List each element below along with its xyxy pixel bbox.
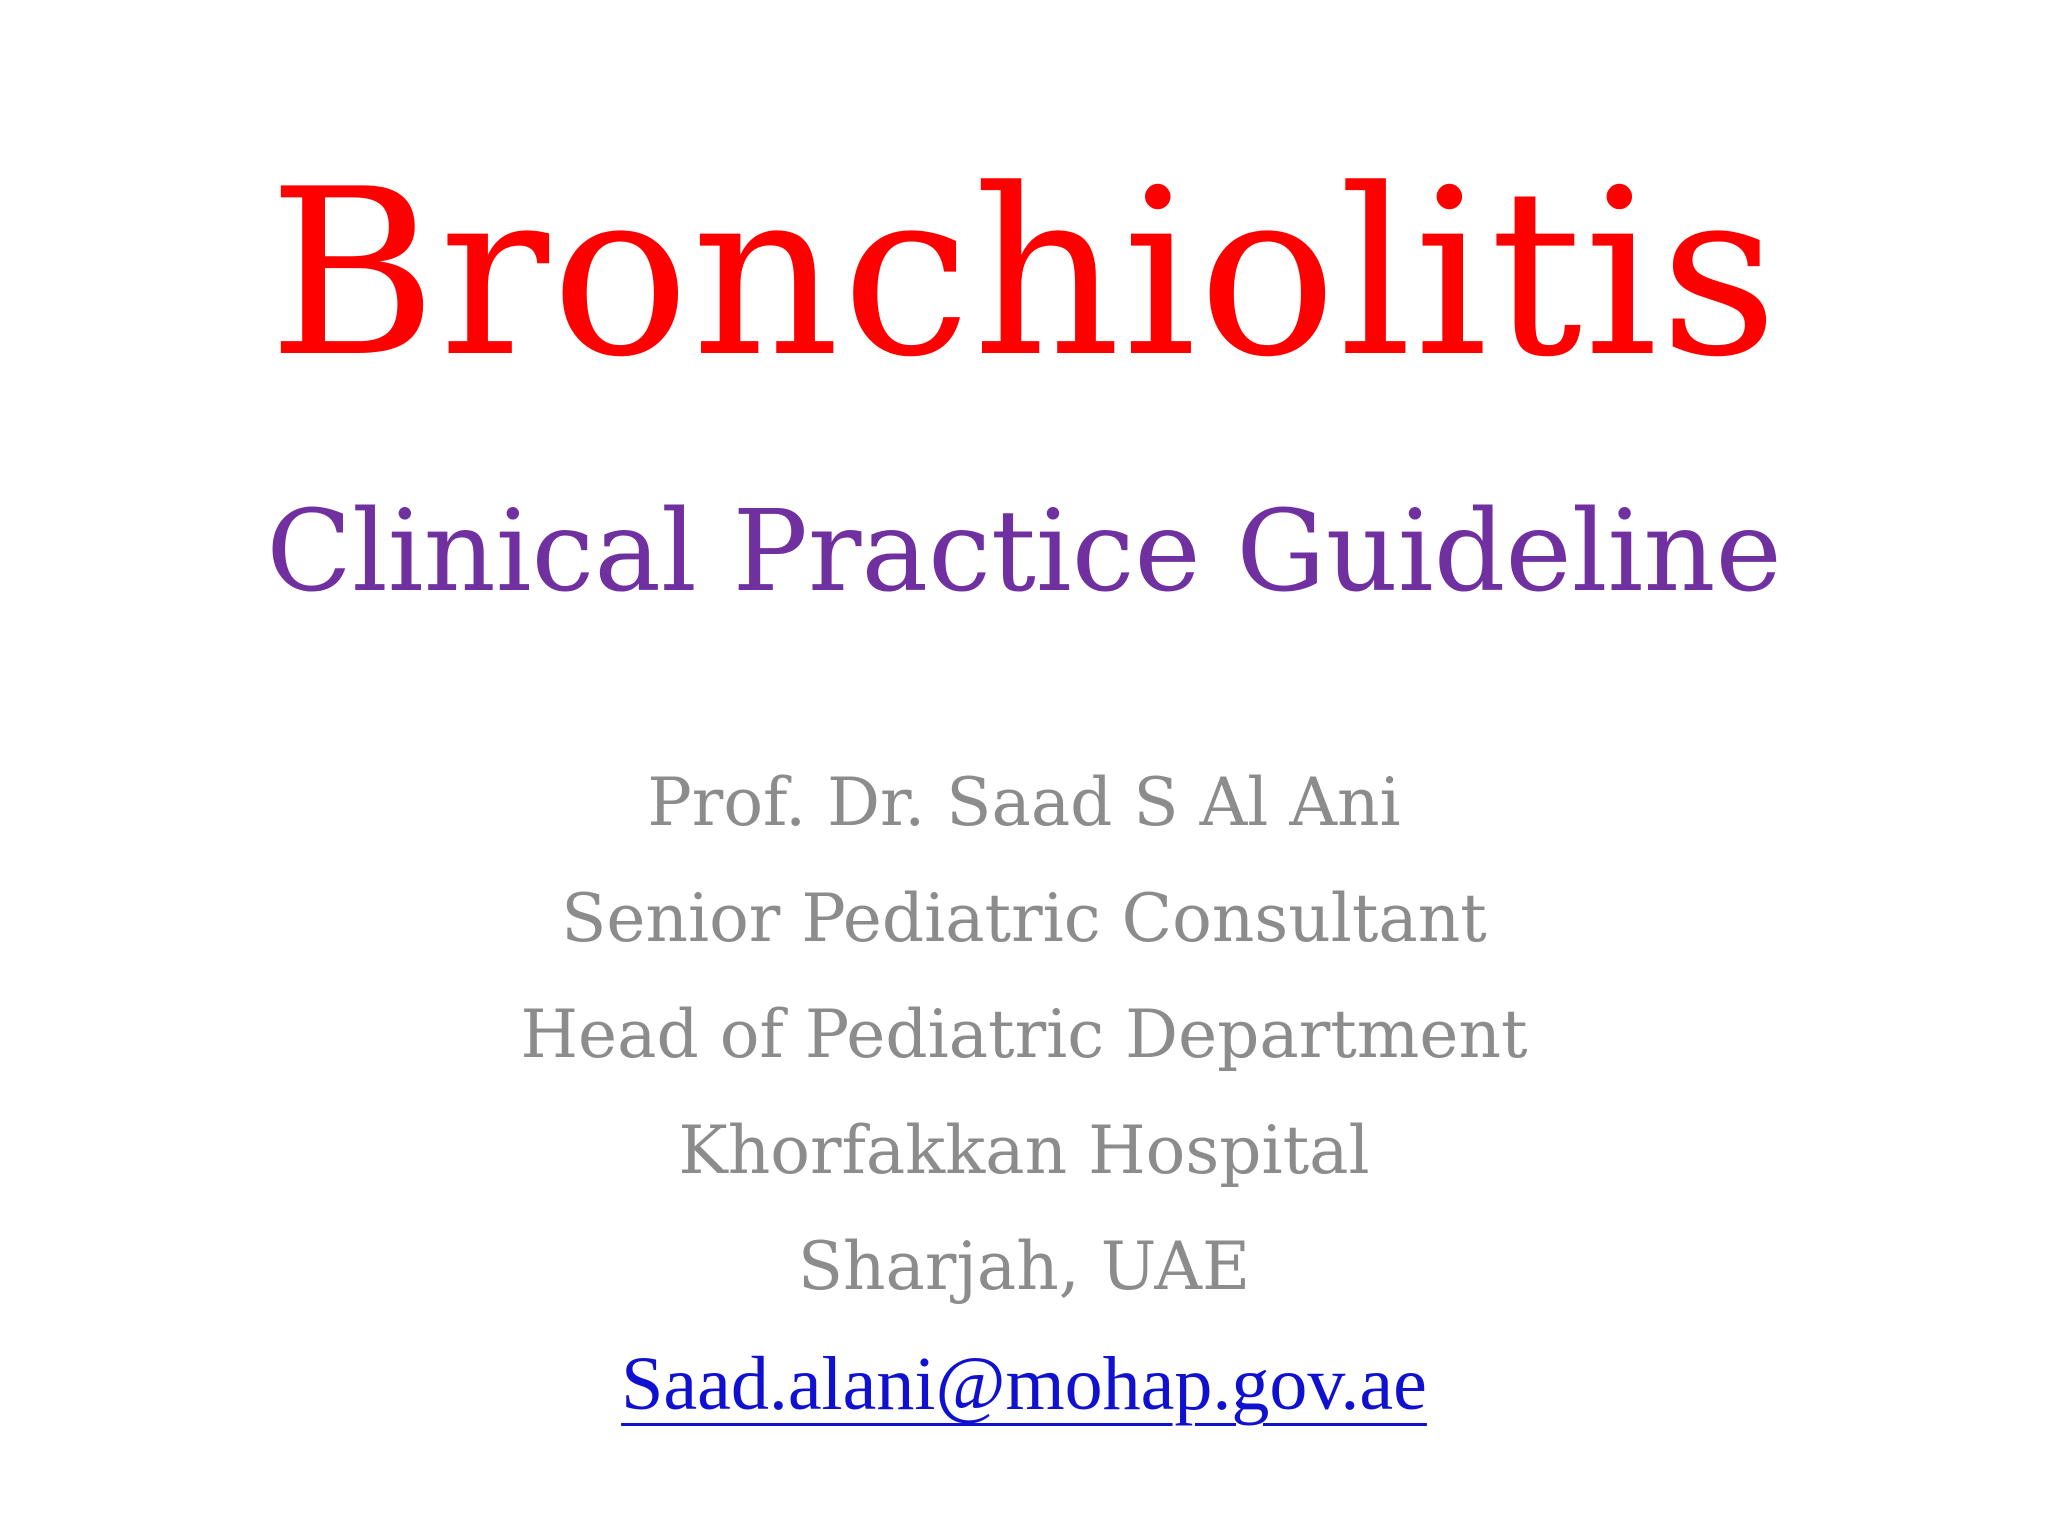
author-hospital: Khorfakkan Hospital [678, 1112, 1370, 1189]
slide-title: Bronchiolitis [268, 141, 1780, 408]
author-position: Senior Pediatric Consultant [561, 880, 1487, 957]
slide-subtitle: Clinical Practice Guideline [266, 487, 1782, 617]
author-name: Prof. Dr. Saad S Al Ani [647, 764, 1401, 841]
author-location: Sharjah, UAE [797, 1228, 1251, 1305]
email-container [0, 1342, 2048, 1426]
author-department: Head of Pediatric Department [520, 996, 1528, 1073]
email-link[interactable]: Saad.alani@mohap.gov.ae [621, 1342, 1427, 1426]
